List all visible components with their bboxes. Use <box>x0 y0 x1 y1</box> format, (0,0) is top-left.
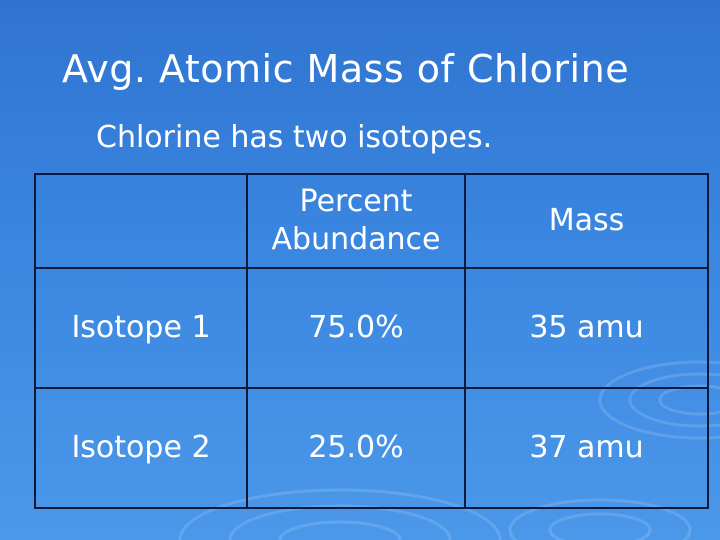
header-cell-mass <box>465 174 708 268</box>
row-label: Isotope 2 <box>35 388 247 508</box>
mass-cell: 35 amu <box>465 268 708 388</box>
table-row <box>35 268 708 388</box>
mass-cell: 37 amu <box>465 388 708 508</box>
header-cell-percent-abundance <box>247 174 465 268</box>
header-cell-empty <box>35 174 247 268</box>
percent-abundance-header: Percent Abundance <box>271 184 441 257</box>
table-row <box>35 388 708 508</box>
mass-header: Mass <box>548 203 625 238</box>
row-label: Isotope 1 <box>35 268 247 388</box>
slide-title: Avg. Atomic Mass of Chlorine <box>62 47 630 91</box>
table-header-row <box>35 174 708 268</box>
abundance-cell: 25.0% <box>247 388 465 508</box>
slide-subtitle: Chlorine has two isotopes. <box>96 120 493 155</box>
isotope-table <box>34 173 709 509</box>
abundance-cell: 75.0% <box>247 268 465 388</box>
